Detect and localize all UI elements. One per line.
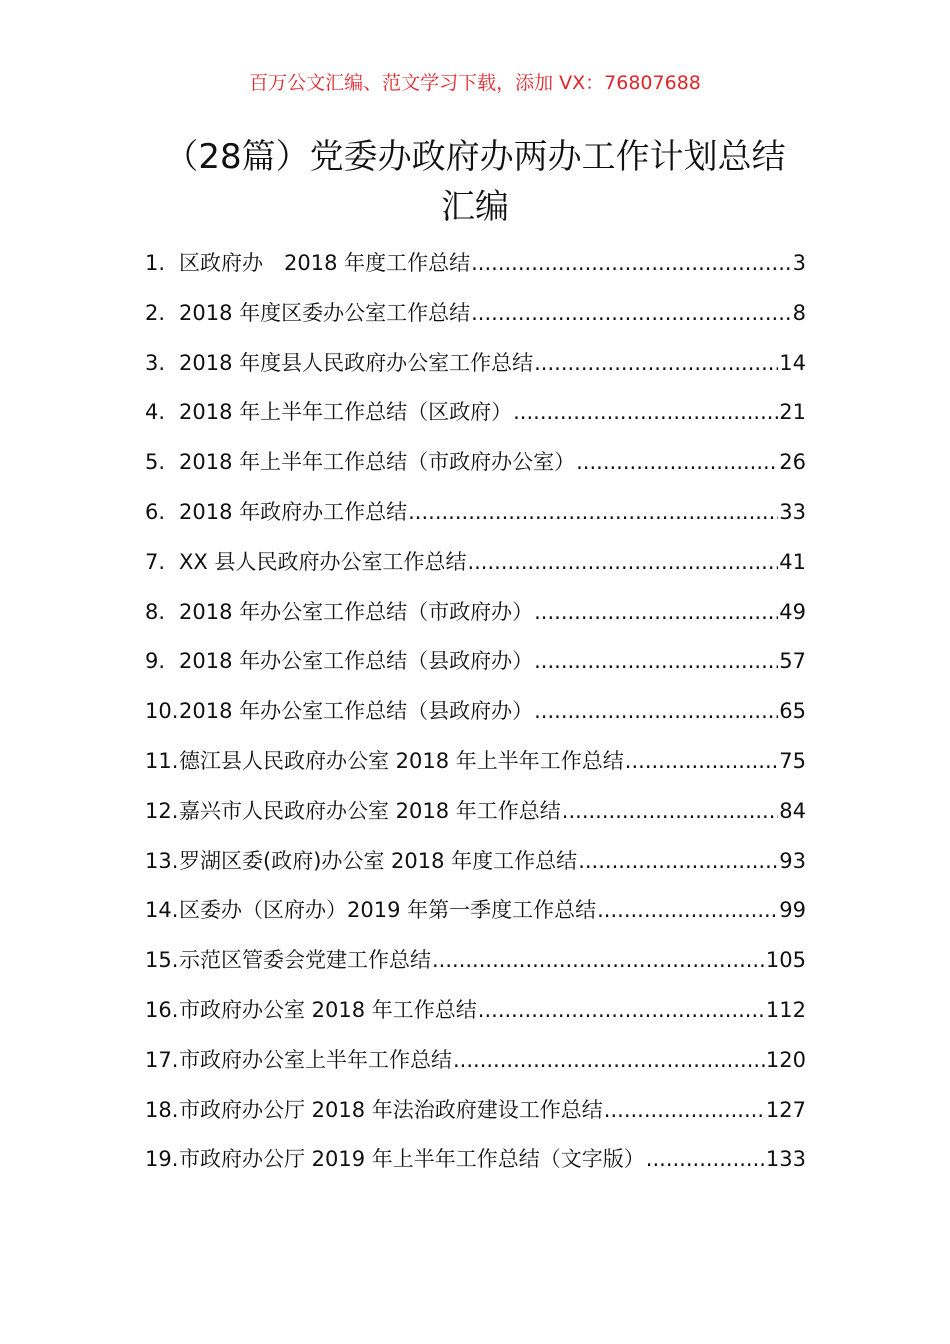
toc-leader-dots	[471, 296, 792, 330]
promo-banner: 百万公文汇编、范文学习下载，添加 VX：76807688	[249, 72, 701, 94]
toc-entry-title: 2018 年办公室工作总结（县政府办）	[179, 699, 534, 724]
toc-leader-dots	[576, 445, 778, 479]
toc-entry[interactable]	[145, 545, 806, 595]
toc-entry-title: 区委办（区府办）2019 年第一季度工作总结	[179, 898, 597, 923]
toc-entry-number: 16.	[145, 997, 179, 1022]
toc-entry-page: 99	[779, 898, 806, 923]
toc-entry-page: 127	[765, 1097, 806, 1122]
toc-entry[interactable]	[145, 744, 806, 794]
toc-entry[interactable]	[145, 346, 806, 396]
toc-entry[interactable]	[145, 1043, 806, 1093]
table-of-contents	[145, 246, 806, 1192]
toc-entry-page: 21	[779, 400, 806, 425]
toc-entry-number: 13.	[145, 848, 179, 873]
toc-entry[interactable]	[145, 794, 806, 844]
toc-entry-title: 市政府办公室上半年工作总结	[179, 1047, 452, 1072]
toc-entry-page: 120	[765, 1047, 806, 1072]
toc-entry-title: 2018 年上半年工作总结（区政府）	[179, 400, 513, 425]
toc-leader-dots	[604, 1093, 765, 1127]
toc-leader-dots	[534, 694, 778, 728]
toc-entry-title: 示范区管委会党建工作总结	[179, 948, 431, 973]
toc-entry[interactable]	[145, 844, 806, 894]
document-title	[0, 132, 950, 232]
toc-leader-dots	[467, 545, 778, 579]
toc-entry[interactable]	[145, 445, 806, 495]
toc-entry-number: 3.	[145, 350, 166, 375]
title-line-1: （28篇）党委办政府办两办工作计划总结	[164, 137, 786, 177]
toc-entry-title: 市政府办公厅 2018 年法治政府建设工作总结	[179, 1097, 603, 1122]
toc-entry-page: 133	[765, 1147, 806, 1172]
toc-entry-number: 19.	[145, 1147, 179, 1172]
toc-entry-page: 75	[779, 748, 806, 773]
toc-entry-page: 8	[792, 300, 806, 325]
toc-entry[interactable]	[145, 644, 806, 694]
toc-entry-number: 6.	[145, 499, 166, 524]
toc-entry-page: 26	[779, 450, 806, 475]
toc-entry-number: 14.	[145, 898, 179, 923]
toc-entry-title: 2018 年度县人民政府办公室工作总结	[179, 350, 534, 375]
toc-entry-title: 罗湖区委(政府)办公室 2018 年度工作总结	[179, 848, 578, 873]
toc-entry-page: 112	[765, 997, 806, 1022]
toc-entry[interactable]	[145, 1093, 806, 1143]
toc-leader-dots	[562, 794, 778, 828]
toc-entry-page: 105	[765, 948, 806, 973]
toc-entry-number: 5.	[145, 450, 166, 475]
toc-entry-title: 2018 年政府办工作总结	[179, 499, 408, 524]
toc-entry-number: 11.	[145, 748, 179, 773]
toc-entry[interactable]	[145, 495, 806, 545]
toc-entry-title: 2018 年度区委办公室工作总结	[179, 300, 471, 325]
toc-leader-dots	[534, 644, 778, 678]
toc-entry-number: 17.	[145, 1047, 179, 1072]
title-line-2: 汇编	[441, 187, 509, 227]
toc-entry[interactable]	[145, 1142, 806, 1192]
toc-entry-page: 93	[779, 848, 806, 873]
toc-entry-number: 2.	[145, 300, 166, 325]
toc-leader-dots	[534, 346, 778, 380]
toc-entry-page: 57	[779, 649, 806, 674]
toc-entry[interactable]	[145, 694, 806, 744]
toc-entry[interactable]	[145, 943, 806, 993]
toc-entry-number: 10.	[145, 699, 179, 724]
toc-leader-dots	[513, 395, 778, 429]
toc-leader-dots	[432, 943, 765, 977]
toc-leader-dots	[646, 1142, 765, 1176]
toc-entry-page: 84	[779, 798, 806, 823]
toc-entry-title: 2018 年办公室工作总结（县政府办）	[179, 649, 534, 674]
toc-entry-title: XX 县人民政府办公室工作总结	[179, 549, 467, 574]
toc-leader-dots	[578, 844, 778, 878]
toc-entry-number: 18.	[145, 1097, 179, 1122]
toc-entry-number: 15.	[145, 948, 179, 973]
toc-entry[interactable]	[145, 595, 806, 645]
toc-entry-title: 2018 年上半年工作总结（市政府办公室）	[179, 450, 576, 475]
toc-entry-title: 德江县人民政府办公室 2018 年上半年工作总结	[179, 748, 624, 773]
toc-entry-page: 41	[779, 549, 806, 574]
toc-leader-dots	[534, 595, 778, 629]
toc-entry-number: 4.	[145, 400, 166, 425]
toc-entry-page: 14	[779, 350, 806, 375]
toc-entry-page: 3	[792, 251, 806, 275]
toc-entry-title: 区政府办 2018 年度工作总结	[179, 251, 471, 275]
toc-entry-number: 9.	[145, 649, 166, 674]
toc-leader-dots	[408, 495, 778, 529]
toc-entry-number: 12.	[145, 798, 179, 823]
toc-entry-page: 65	[779, 699, 806, 724]
toc-leader-dots	[625, 744, 778, 778]
toc-entry-number: 7.	[145, 549, 166, 574]
toc-entry[interactable]	[145, 993, 806, 1043]
toc-entry-title: 2018 年办公室工作总结（市政府办）	[179, 599, 534, 624]
toc-leader-dots	[471, 246, 792, 280]
toc-entry-title: 嘉兴市人民政府办公室 2018 年工作总结	[179, 798, 561, 823]
toc-entry-number: 1.	[145, 251, 166, 275]
toc-entry[interactable]	[145, 893, 806, 943]
toc-entry[interactable]	[145, 395, 806, 445]
toc-entry[interactable]	[145, 296, 806, 346]
toc-leader-dots	[478, 993, 765, 1027]
toc-leader-dots	[597, 893, 778, 927]
toc-entry-page: 33	[779, 499, 806, 524]
toc-entry-title: 市政府办公室 2018 年工作总结	[179, 997, 477, 1022]
toc-entry-number: 8.	[145, 599, 166, 624]
toc-entry-title: 市政府办公厅 2019 年上半年工作总结（文字版）	[179, 1147, 645, 1172]
toc-entry-page: 49	[779, 599, 806, 624]
toc-leader-dots	[453, 1043, 765, 1077]
toc-entry[interactable]	[145, 246, 806, 296]
